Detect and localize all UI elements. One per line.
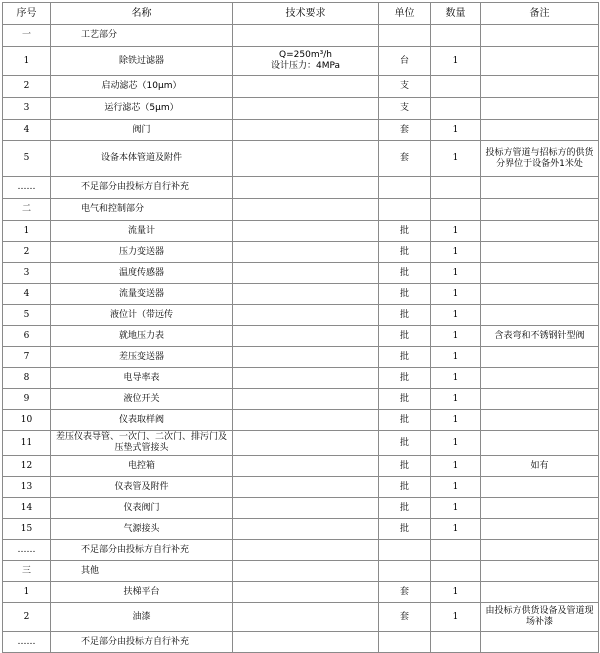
row-remark [481,519,599,540]
row-remark [481,242,599,263]
row-spec [233,221,379,242]
row-qty: 1 [431,221,481,242]
row-seq: 13 [3,477,51,498]
row-unit: 批 [379,389,431,410]
row-remark [481,368,599,389]
row-spec [233,347,379,368]
row-unit: 套 [379,603,431,632]
row-remark [481,305,599,326]
row-seq: 6 [3,326,51,347]
row-spec [233,561,379,582]
row-qty: 1 [431,431,481,456]
row-seq: 1 [3,582,51,603]
row-seq: 9 [3,389,51,410]
row-remark [481,263,599,284]
row-name: 其他 [51,561,233,582]
row-name: 流量计 [51,221,233,242]
header-remark: 备注 [481,3,599,25]
row-name: 液位计（带远传 [51,305,233,326]
row-seq: …… [3,632,51,653]
table-row [3,76,599,98]
row-name: 电控箱 [51,456,233,477]
row-unit: 批 [379,431,431,456]
row-spec [233,368,379,389]
row-spec [233,498,379,519]
row-spec [233,141,379,177]
row-seq: 11 [3,431,51,456]
row-qty [431,98,481,120]
row-remark [481,498,599,519]
row-spec [233,242,379,263]
table-row [3,177,599,199]
row-unit: 批 [379,326,431,347]
row-remark [481,177,599,199]
row-remark [481,47,599,76]
row-name: 启动滤芯（10μm） [51,76,233,98]
row-unit [379,25,431,47]
table-body [3,3,599,653]
row-seq: 1 [3,47,51,76]
row-spec [233,389,379,410]
row-seq: 3 [3,98,51,120]
row-spec [233,284,379,305]
row-seq: 2 [3,76,51,98]
row-qty: 1 [431,477,481,498]
row-qty [431,561,481,582]
table-row [3,98,599,120]
row-remark [481,76,599,98]
row-unit: 批 [379,519,431,540]
row-spec [233,582,379,603]
row-seq: 4 [3,284,51,305]
row-name: 差压变送器 [51,347,233,368]
row-unit: 批 [379,347,431,368]
row-qty: 1 [431,389,481,410]
row-spec [233,477,379,498]
row-remark [481,477,599,498]
row-qty: 1 [431,47,481,76]
row-seq: 8 [3,368,51,389]
row-spec [233,25,379,47]
table-row [3,263,599,284]
row-spec [233,456,379,477]
row-name: 流量变送器 [51,284,233,305]
row-unit: 批 [379,410,431,431]
row-spec [233,431,379,456]
row-seq: 10 [3,410,51,431]
row-qty [431,76,481,98]
row-qty [431,632,481,653]
row-unit: 批 [379,242,431,263]
row-spec [233,199,379,221]
row-remark [481,199,599,221]
row-qty [431,199,481,221]
row-qty: 1 [431,410,481,431]
row-unit: 套 [379,141,431,177]
header-row [3,3,599,25]
row-name: 不足部分由投标方自行补充 [51,540,233,561]
table-row [3,347,599,368]
row-unit: 批 [379,498,431,519]
equipment-table [2,2,599,653]
row-qty: 1 [431,284,481,305]
row-seq: 5 [3,141,51,177]
row-remark [481,389,599,410]
row-seq: 2 [3,603,51,632]
row-unit: 套 [379,120,431,141]
row-qty: 1 [431,242,481,263]
row-unit: 批 [379,477,431,498]
row-remark [481,347,599,368]
row-name: 阀门 [51,120,233,141]
table-row [3,477,599,498]
table-row [3,120,599,141]
row-name: 液位开关 [51,389,233,410]
row-remark [481,221,599,242]
row-qty [431,540,481,561]
row-unit: 批 [379,263,431,284]
row-qty: 1 [431,456,481,477]
row-qty: 1 [431,582,481,603]
row-spec [233,519,379,540]
table-row [3,632,599,653]
header-name: 名称 [51,3,233,25]
row-qty: 1 [431,263,481,284]
row-spec [233,120,379,141]
row-spec [233,305,379,326]
table-row [3,410,599,431]
row-name: 不足部分由投标方自行补充 [51,632,233,653]
header-seq: 序号 [3,3,51,25]
row-unit: 批 [379,305,431,326]
row-remark: 含表弯和不锈钢针型阀 [481,326,599,347]
table-row [3,456,599,477]
row-name: 除铁过滤器 [51,47,233,76]
row-seq: …… [3,540,51,561]
row-qty: 1 [431,120,481,141]
row-seq: 二 [3,199,51,221]
row-qty: 1 [431,498,481,519]
row-remark: 如有 [481,456,599,477]
table-row [3,540,599,561]
row-qty: 1 [431,368,481,389]
table-row [3,25,599,47]
row-remark [481,98,599,120]
row-unit: 台 [379,47,431,76]
row-spec [233,263,379,284]
row-spec [233,76,379,98]
table-row [3,561,599,582]
row-name: 电气和控制部分 [51,199,233,221]
row-seq: 1 [3,221,51,242]
table-row [3,242,599,263]
row-qty [431,177,481,199]
row-seq: 5 [3,305,51,326]
row-unit [379,199,431,221]
table-row [3,305,599,326]
row-unit: 批 [379,221,431,242]
row-unit: 支 [379,76,431,98]
row-qty [431,25,481,47]
header-spec: 技术要求 [233,3,379,25]
row-seq: 7 [3,347,51,368]
row-name: 压力变送器 [51,242,233,263]
row-remark [481,582,599,603]
row-name: 温度传感器 [51,263,233,284]
row-seq: 15 [3,519,51,540]
row-remark [481,632,599,653]
row-unit: 批 [379,368,431,389]
row-remark: 由投标方供货设备及管道现场补漆 [481,603,599,632]
table-row [3,389,599,410]
row-unit: 支 [379,98,431,120]
table-row [3,582,599,603]
row-name: 运行滤芯（5μm） [51,98,233,120]
table-row [3,47,599,76]
row-spec [233,540,379,561]
row-spec [233,632,379,653]
table-row [3,141,599,177]
row-name: 工艺部分 [51,25,233,47]
row-spec [233,98,379,120]
row-remark [481,410,599,431]
row-name: 不足部分由投标方自行补充 [51,177,233,199]
row-remark [481,431,599,456]
row-remark [481,284,599,305]
row-name: 电导率表 [51,368,233,389]
row-remark: 投标方管道与招标方的供货分界位于设备外1米处 [481,141,599,177]
table-row [3,199,599,221]
row-seq: 3 [3,263,51,284]
table-row [3,519,599,540]
row-unit: 套 [379,582,431,603]
row-seq: 4 [3,120,51,141]
row-name: 仪表阀门 [51,498,233,519]
row-unit [379,540,431,561]
row-spec [233,410,379,431]
row-qty: 1 [431,326,481,347]
row-seq: 三 [3,561,51,582]
row-seq: 一 [3,25,51,47]
row-name: 油漆 [51,603,233,632]
row-unit [379,177,431,199]
row-seq: 2 [3,242,51,263]
row-unit [379,561,431,582]
row-qty: 1 [431,519,481,540]
row-name: 仪表取样阀 [51,410,233,431]
row-seq: 14 [3,498,51,519]
table-row [3,431,599,456]
row-remark [481,120,599,141]
row-remark [481,25,599,47]
table-row [3,326,599,347]
row-name: 设备本体管道及附件 [51,141,233,177]
row-qty: 1 [431,141,481,177]
row-unit: 批 [379,284,431,305]
row-unit [379,632,431,653]
row-spec [233,326,379,347]
table-row [3,221,599,242]
row-remark [481,540,599,561]
row-name: 扶梯平台 [51,582,233,603]
header-qty: 数量 [431,3,481,25]
row-name: 差压仪表导管、一次门、二次门、排污门及压垫式管接头 [51,431,233,456]
table-row [3,498,599,519]
row-seq: …… [3,177,51,199]
row-name: 仪表管及附件 [51,477,233,498]
row-spec [233,177,379,199]
row-name: 就地压力表 [51,326,233,347]
row-qty: 1 [431,347,481,368]
row-name: 气源接头 [51,519,233,540]
row-unit: 批 [379,456,431,477]
header-unit: 单位 [379,3,431,25]
table-row [3,603,599,632]
row-qty: 1 [431,603,481,632]
row-remark [481,561,599,582]
table-row [3,284,599,305]
table-row [3,368,599,389]
row-seq: 12 [3,456,51,477]
row-spec: Q=250m³/h 设计压力：4MPa [233,47,379,76]
row-spec [233,603,379,632]
row-qty: 1 [431,305,481,326]
